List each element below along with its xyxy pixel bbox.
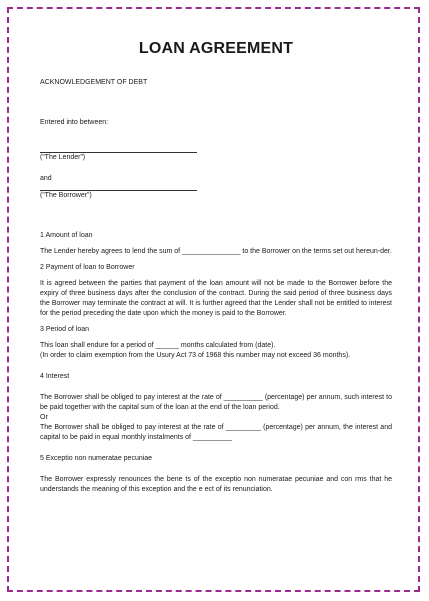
entered-into-label: Entered into between: bbox=[40, 119, 109, 126]
section-2-heading: 2 Payment of loan to Borrower bbox=[40, 264, 135, 271]
section-4-text-1: The Borrower shall be obliged to pay interest at the rate of __________ (percentage) per annum, such interest to be paid together with the capital sum of the loan at the end of the loan period. bbox=[40, 394, 392, 411]
section-4-or: Or bbox=[40, 414, 48, 421]
section-4-heading: 4 Interest bbox=[40, 373, 70, 380]
section-3-heading: 3 Period of loan bbox=[40, 326, 90, 333]
borrower-label: (“The Borrower”) bbox=[40, 192, 92, 199]
section-5-text: The Borrower expressly renounces the bene ts of the exceptio non numeratae pecuniae and con rms that he understands the meaning of this exception and the e ect of its renunciation. bbox=[40, 476, 392, 493]
section-1-text: The Lender hereby agrees to lend the sum of _______________ to the Borrower on the terms set out hereun-der. bbox=[40, 248, 392, 255]
lender-name-line bbox=[40, 144, 197, 153]
section-3-line-1: This loan shall endure for a period of ______ months calculated from (date). bbox=[40, 342, 276, 349]
section-1-heading: 1 Amount of loan bbox=[40, 232, 93, 239]
section-3-line-2: (In order to claim exemption from the Usury Act 73 of 1968 this number may not exceed 36 months). bbox=[40, 352, 351, 359]
and-label: and bbox=[40, 175, 52, 182]
section-2-text: It is agreed between the parties that payment of the loan amount will not be made to the Borrower before the expiry of three business days after the conclusion of the contract. During the said period of three business days the Borrower may terminate the contract at will. It is further agreed that the Lender shall not be entitled to interest for the period preceding the date upon which the money is paid to the Borrower. bbox=[40, 280, 392, 317]
section-5-heading: 5 Exceptio non numeratae pecuniae bbox=[40, 455, 153, 462]
borrower-name-line bbox=[40, 184, 197, 191]
lender-label: (“The Lender”) bbox=[40, 154, 86, 161]
document-subtitle: ACKNOWLEDGEMENT OF DEBT bbox=[40, 79, 148, 86]
document-page bbox=[40, 40, 392, 495]
document-title: LOAN AGREEMENT bbox=[138, 40, 294, 57]
section-4-text-2: The Borrower shall be obliged to pay interest at the rate of _________ (percentage) per annum, the interest and capital to be paid in equal monthly instalments of __________ bbox=[40, 424, 392, 441]
